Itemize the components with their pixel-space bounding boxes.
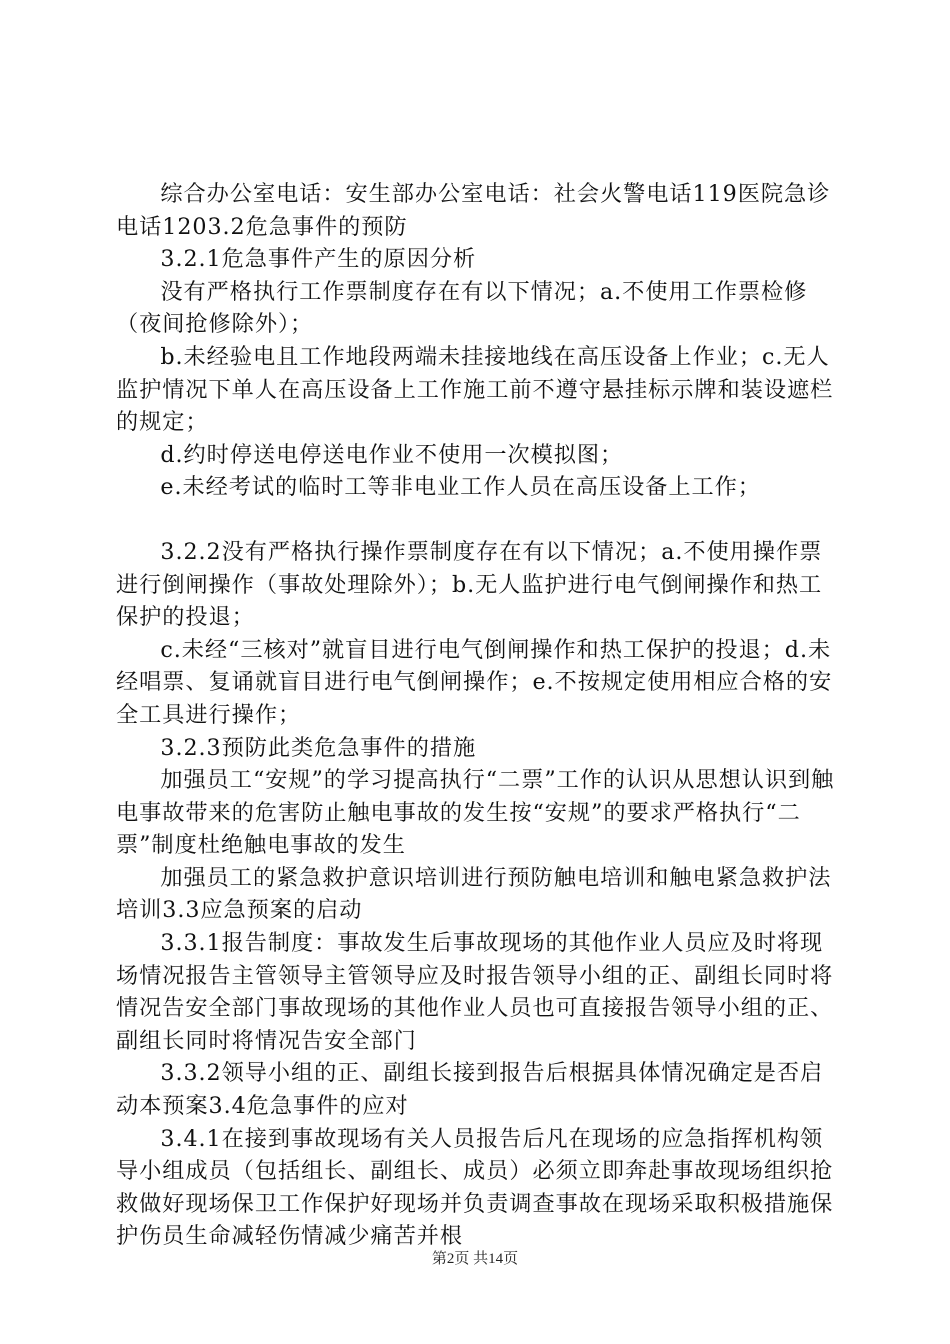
heading-3-2-3: 3.2.3预防此类危急事件的措施 — [160, 734, 477, 761]
paragraph-3-3-2: 3.3.2领导小组的正、副组长接到报告后根据具体情况确定是否启动本预案3.4危急事件的应对 — [116, 1060, 824, 1120]
paragraph-emergency-training: 加强员工的紧急救护意识培训进行预防触电培训和触电紧急救护法培训3.3应急预案的启动 — [116, 864, 832, 924]
paragraph-gap — [116, 504, 838, 536]
paragraph-3-4-1: 3.4.1在接到事故现场有关人员报告后凡在现场的应急指挥机构领导小组成员（包括组长、副组长、成员）必须立即奔赴事故现场组织抢救做好现场保卫工作保护好现场并负责调查事故在现场采取积极措施保护伤员生命减轻伤情减少痛苦并根 — [116, 1125, 834, 1250]
paragraph-work-ticket: 没有严格执行工作票制度存在有以下情况；a.不使用工作票检修（夜间抢修除外）； — [116, 278, 808, 338]
paragraph-item-e: e.未经考试的临时工等非电业工作人员在高压设备上工作； — [160, 474, 761, 501]
paragraph-item-d: d.约时停送电停送电作业不使用一次模拟图； — [160, 441, 624, 468]
paragraph-safety-rules: 加强员工“安规”的学习提高执行“二票”工作的认识从思想认识到触电事故带来的危害防止触电事故的发生按“安规”的要求严格执行“二票”制度杜绝触电事故的发生 — [116, 767, 835, 859]
heading-3-2-1: 3.2.1危急事件产生的原因分析 — [160, 246, 477, 273]
paragraph-item-b-c: b.未经验电且工作地段两端未挂接地线在高压设备上作业；c.无人监护情况下单人在高压设备上工作施工前不遵守悬挂标示牌和装设遮栏的规定； — [116, 343, 834, 436]
paragraph-three-checks: c.未经“三核对”就盲目进行电气倒闸操作和热工保护的投退；d.未经唱票、复诵就盲目进行电气倒闸操作；e.不按规定使用相应合格的安全工具进行操作； — [116, 636, 833, 728]
paragraph-3-2-2: 3.2.2没有严格执行操作票制度存在有以下情况；a.不使用操作票进行倒闸操作（事故处理除外）；b.无人监护进行电气倒闸操作和热工保护的投退； — [116, 538, 823, 631]
page-number-footer: 第2页 共14页 — [431, 1251, 519, 1267]
paragraph-3-3-1: 3.3.1报告制度：事故发生后事故现场的其他作业人员应及时将现场情况报告主管领导主管领导应及时报告领导小组的正、副组长同时将情况告安全部门事故现场的其他作业人员也可直接报告领导小组的正、副组长同时将情况告安全部门 — [116, 930, 834, 1054]
document-body — [116, 178, 838, 1253]
paragraph-contact-phones: 综合办公室电话：安生部办公室电话：社会火警电话119医院急诊电话1203.2危急事件的预防 — [116, 181, 831, 240]
